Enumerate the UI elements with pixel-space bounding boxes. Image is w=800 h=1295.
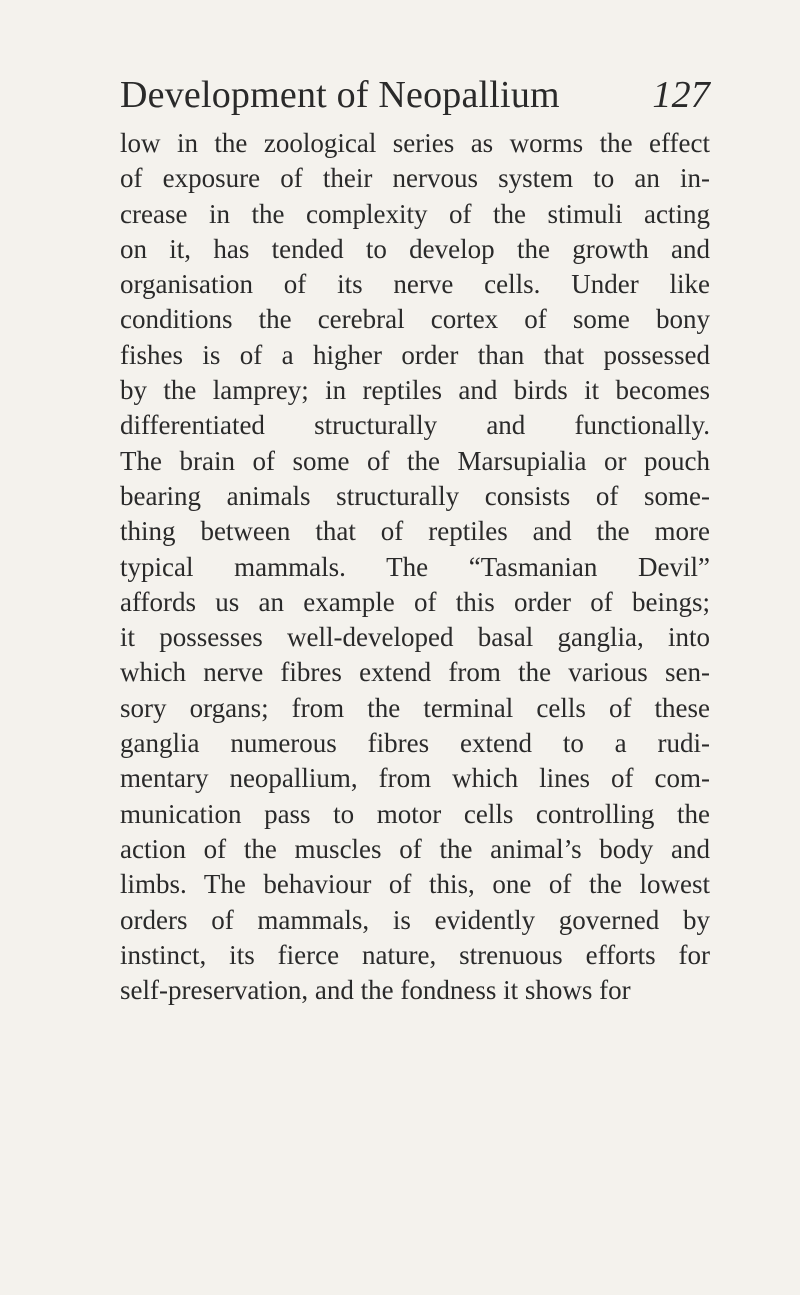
text-line: organisation of its nerve cells. Under like [120,269,710,300]
text-line: self-preservation, and the fondness it shows for [120,975,631,1006]
running-head-title: Development of Neopallium [120,74,560,116]
body-text [120,126,710,1008]
text-line: it possesses well-developed basal ganglia, into [120,622,710,653]
text-line: thing between that of reptiles and the more [120,516,710,547]
text-line: action of the muscles of the animal’s body and [120,833,710,864]
text-line: instinct, its fierce nature, strenuous efforts for [120,939,710,970]
text-line: affords us an example of this order of beings; [120,586,710,617]
text-line: bearing animals structurally consists of some- [120,480,710,511]
text-line: by the lamprey; in reptiles and birds it becomes [120,375,710,406]
text-line: which nerve fibres extend from the various sen- [120,657,710,688]
running-head [120,72,710,118]
text-line: sory organs; from the terminal cells of these [120,692,710,723]
text-line: mentary neopallium, from which lines of com- [120,763,710,794]
text-line: fishes is of a higher order than that possessed [120,339,710,370]
text-line: typical mammals. The “Tasmanian Devil” [120,551,710,582]
text-line: of exposure of their nervous system to an in- [120,163,710,194]
text-line: crease in the complexity of the stimuli acting [120,198,710,229]
book-page [120,72,710,1008]
text-line: differentiated structurally and functionally. [120,410,710,441]
text-line: orders of mammals, is evidently governed by [120,904,710,935]
text-line: munication pass to motor cells controlling the [120,798,710,829]
text-line: low in the zoological series as worms the effect [120,128,710,158]
page-number: 127 [652,74,710,116]
text-line: conditions the cerebral cortex of some bony [120,304,710,335]
text-line: The brain of some of the Marsupialia or pouch [120,445,710,476]
text-line: ganglia numerous fibres extend to a rudi- [120,728,710,759]
text-line: limbs. The behaviour of this, one of the lowest [120,869,710,900]
text-line: on it, has tended to develop the growth and [120,233,710,264]
